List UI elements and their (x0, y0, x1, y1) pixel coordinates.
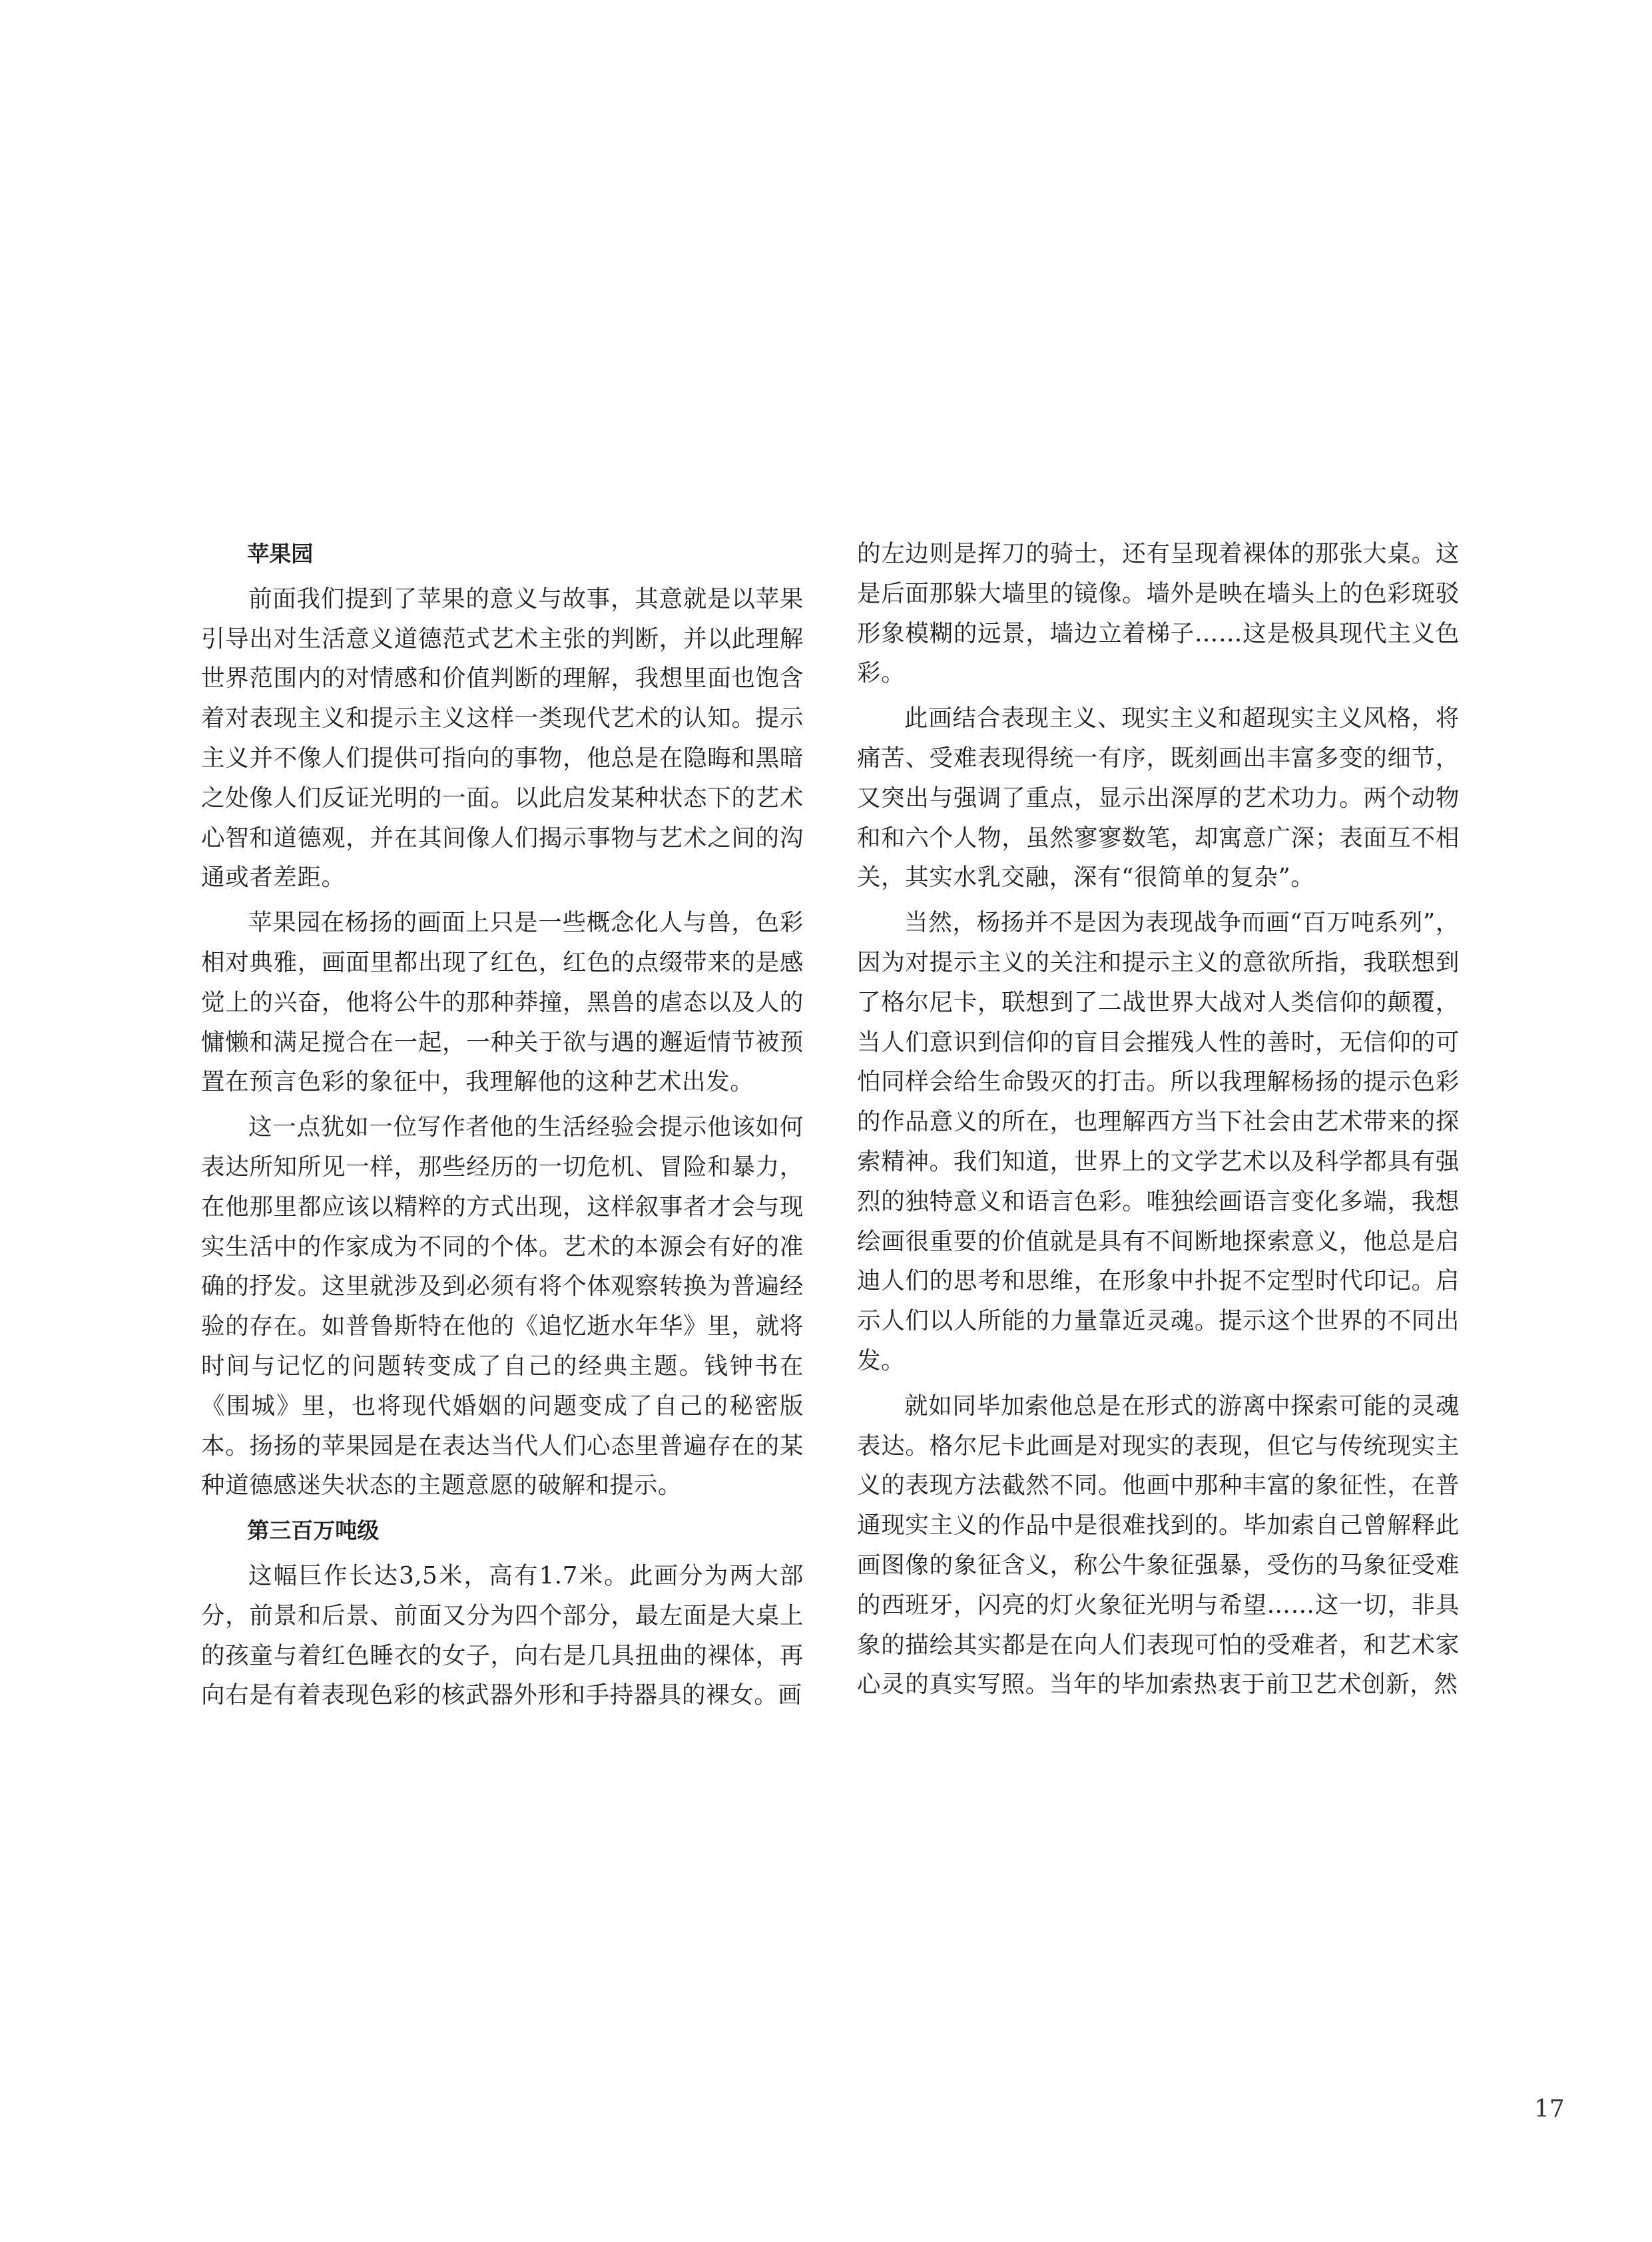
paragraph: 就如同毕加索他总是在形式的游离中探索可能的灵魂表达。格尔尼卡此画是对现实的表现，但它与传统现实主义的表现方法截然不同。他画中那种丰富的象征性，在普通现实主义的作品中是很难找到的。毕加索自己曾解释此画图像的象征含义，称公牛象征强暴，受伤的马象征受难的西班牙，闪亮的灯火象征光明与希望……这一切，非具象的描绘其实都是在向人们表现可怕的受难者，和艺术家心灵的真实写照。当年的毕加索热衷于前卫艺术创新，然 (857, 1392, 1460, 1699)
left-column (201, 534, 804, 1721)
paragraph: 这一点犹如一位写作者他的生活经验会提示他该如何表达所知所见一样，那些经历的一切危机、冒险和暴力，在他那里都应该以精粹的方式出现，这样叙事者才会与现实生活中的作家成为不同的个体。艺术的本源会有好的准确的抒发。这里就涉及到必须有将个体观察转换为普遍经验的存在。如普鲁斯特在他的《追忆逝水年华》里，就将时间与记忆的问题转变成了自己的经典主题。钱钟书在《围城》里，也将现代婚姻的问题变成了自己的秘密版本。扬扬的苹果园是在表达当代人们心态里普遍存在的某种道德感迷失状态的主题意愿的破解和提示。 (201, 1113, 804, 1500)
paragraph: 苹果园在杨扬的画面上只是一些概念化人与兽，色彩相对典雅，画面里都出现了红色，红色的点缀带来的是感觉上的兴奋，他将公牛的那种莽撞，黑兽的虐态以及人的慵懒和满足搅合在一起，一种关于欲与遇的邂逅情节被预置在预言色彩的象征中，我理解他的这种艺术出发。 (201, 909, 804, 1096)
paragraph: 此画结合表现主义、现实主义和超现实主义风格，将痛苦、受难表现得统一有序，既刻画出丰富多变的细节，又突出与强调了重点，显示出深厚的艺术功力。两个动物和和六个人物，虽然寥寥数笔，却寓意广深；表面互不相关，其实水乳交融，深有“很简单的复杂”。 (857, 704, 1460, 892)
paragraph: 前面我们提到了苹果的意义与故事，其意就是以苹果引导出对生活意义道德范式艺术主张的判断，并以此理解世界范围内的对情感和价值判断的理解，我想里面也饱含着对表现主义和提示主义这样一类现代艺术的认知。提示主义并不像人们提供可指向的事物，他总是在隐晦和黑暗之处像人们反证光明的一面。以此启发某种状态下的艺术心智和道德观，并在其间像人们揭示事物与艺术之间的沟通或者差距。 (201, 585, 804, 892)
paragraph: 当然，杨扬并不是因为表现战争而画“百万吨系列”，因为对提示主义的关注和提示主义的意欲所指，我联想到了格尔尼卡，联想到了二战世界大战对人类信仰的颠覆，当人们意识到信仰的盲目会摧残人性的善时，无信仰的可怕同样会给生命毁灭的打击。所以我理解杨扬的提示色彩的作品意义的所在，也理解西方当下社会由艺术带来的探索精神。我们知道，世界上的文学艺术以及科学都具有强烈的独特意义和语言色彩。唯独绘画语言变化多端，我想绘画很重要的价值就是具有不间断地探索意义，他总是启迪人们的思考和思维，在形象中扑捉不定型时代印记。启示人们以人所能的力量靠近灵魂。提示这个世界的不同出发。 (857, 909, 1460, 1374)
right-column (857, 534, 1460, 1710)
section-heading-apple-orchard: 苹果园 (247, 541, 314, 567)
paragraph-continued: 的左边则是挥刀的骑士，还有呈现着裸体的那张大桌。这是后面那躲大墙里的镜像。墙外是映在墙头上的色彩斑驳形象模糊的远景，墙边立着梯子……这是极具现代主义色彩。 (857, 540, 1460, 687)
paragraph: 这幅巨作长达3,5米，高有1.7米。此画分为两大部分，前景和后景、前面又分为四个部分，最左面是大桌上的孩童与着红色睡衣的女子，向右是几具扭曲的裸体，再向右是有着表现色彩的核武器外形和手持器具的裸女。画 (201, 1561, 804, 1709)
section-heading-third-megaton: 第三百万吨级 (247, 1518, 380, 1544)
page-number: 17 (1534, 2096, 1565, 2123)
